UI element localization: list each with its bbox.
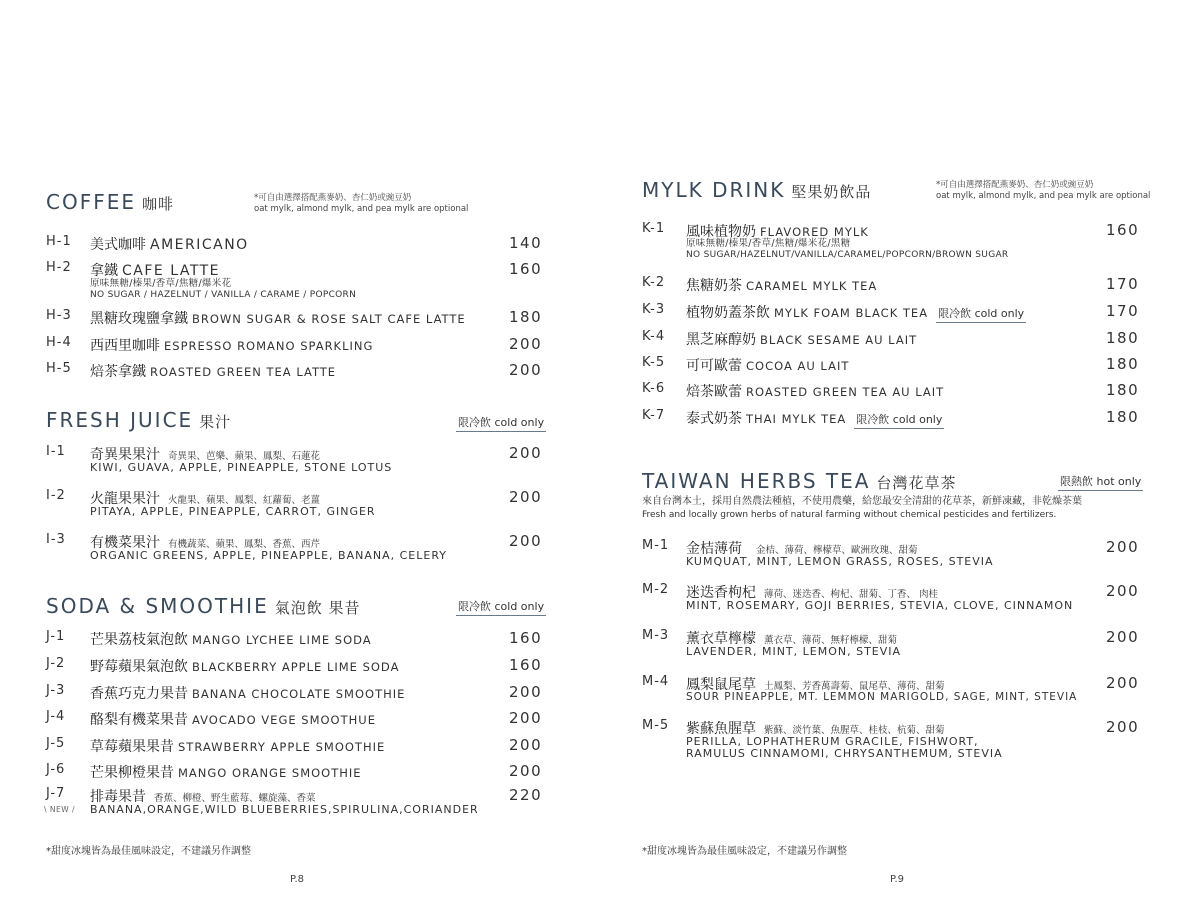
item-name-zh: 酪梨有機菜果昔 (90, 712, 188, 728)
new-badge: \ NEW / (44, 805, 76, 814)
item-code: J-3 (46, 683, 66, 698)
item-price: 160 (509, 656, 543, 674)
item-name (90, 656, 399, 676)
item-name-zh: 金桔薄荷 (686, 541, 742, 557)
item-name (686, 408, 944, 429)
item-name-zh: 奇異果果汁 (90, 447, 160, 463)
item-code: I-2 (46, 488, 66, 503)
section-title-soda (46, 594, 361, 618)
item-name-en: STRAWBERRY APPLE SMOOTHIE (178, 740, 386, 754)
item-ingredients-en: KIWI, GUAVA, APPLE, PINEAPPLE, STONE LOTUS (90, 461, 393, 474)
herbs-intro-en: Fresh and locally grown herbs of natural farming without chemical pesticides and fertilizers. (642, 510, 1057, 520)
item-name-zh: 火龍果果汁 (90, 491, 160, 507)
section-title-zh: 堅果奶飲品 (791, 183, 872, 201)
item-code: J-2 (46, 656, 66, 671)
item-code: K-5 (642, 355, 666, 370)
item-option-zh: 原味無糖/榛果/香草/焦糖/爆米花/黑糖 (686, 238, 851, 249)
item-option-en: NO SUGAR/HAZELNUT/VANILLA/CARAMEL/POPCORN/BROWN SUGAR (686, 250, 1009, 260)
item-price: 200 (509, 361, 543, 379)
item-price: 170 (1106, 302, 1140, 320)
cold-only-tag: 限冷飲 cold only (936, 305, 1026, 323)
item-name (686, 275, 877, 295)
item-code: I-1 (46, 444, 66, 459)
item-name-zh: 鳳梨鼠尾草 (686, 677, 756, 693)
item-ingredients-zh: 金桔、薄荷、檸檬草、歐洲玫瑰、甜菊 (756, 545, 918, 556)
item-name-en: MANGO LYCHEE LIME SODA (192, 633, 372, 647)
cold-only-tag: 限冷飲 cold only (456, 414, 546, 432)
item-code: J-7 (46, 786, 66, 801)
item-price: 200 (509, 762, 543, 780)
item-name-en: CARAMEL MYLK TEA (746, 279, 878, 293)
item-name-en: ESPRESSO ROMANO SPARKLING (164, 339, 374, 353)
item-name-zh: 可可歐蕾 (686, 358, 742, 374)
item-code: H-2 (46, 260, 72, 275)
item-code: M-2 (642, 582, 670, 597)
item-name-en: THAI MYLK TEA (746, 412, 847, 426)
item-name-en: MANGO ORANGE SMOOTHIE (178, 766, 362, 780)
item-name-zh: 排毒果昔 (90, 789, 146, 805)
item-ingredients-en: LAVENDER, MINT, LEMON, STEVIA (686, 645, 902, 658)
item-price: 160 (1106, 221, 1140, 239)
item-name (90, 683, 405, 703)
item-code: H-1 (46, 234, 72, 249)
item-name-en: AVOCADO VEGE SMOOTHUE (192, 713, 376, 727)
item-price: 180 (1106, 408, 1140, 426)
section-title-zh: 氣泡飲 果昔 (274, 599, 361, 617)
item-code: K-6 (642, 381, 666, 396)
section-title-juice (46, 408, 231, 432)
item-code: J-1 (46, 629, 66, 644)
page-number: P.8 (290, 874, 305, 885)
item-name-en: COCOA AU LAIT (746, 359, 850, 373)
cold-only-tag: 限冷飲 cold only (456, 598, 546, 616)
note-en: oat mylk, almond mylk, and pea mylk are optional (936, 191, 1151, 201)
item-code: J-4 (46, 709, 66, 724)
section-title-en: MYLK DRINK (642, 178, 786, 202)
item-name-en: CAFE LATTE (122, 263, 221, 279)
section-title-zh: 果汁 (199, 413, 232, 431)
item-name-en: ROASTED GREEN TEA LATTE (150, 365, 337, 379)
item-ingredients-zh: 有機蔬菜、蘋果、鳳梨、香蕉、西芹 (168, 539, 321, 550)
section-title-en: COFFEE (46, 190, 136, 214)
section-title-zh: 台灣花草茶 (876, 474, 957, 492)
item-price: 200 (1106, 674, 1140, 692)
note-zh: *可自由選擇搭配燕麥奶、杏仁奶或豌豆奶 (936, 180, 1094, 190)
item-name (90, 308, 466, 328)
item-ingredients-zh: 土鳳梨、芳香萬壽菊、鼠尾草、薄荷、甜菊 (764, 681, 945, 692)
item-name-en: BROWN SUGAR & ROSE SALT CAFE LATTE (192, 312, 466, 326)
item-name-zh: 有機菜果汁 (90, 535, 160, 551)
item-name-zh: 草莓蘋果果昔 (90, 739, 174, 755)
item-name-zh: 風味植物奶 (686, 224, 756, 240)
note-en: oat mylk, almond mylk, and pea mylk are optional (254, 204, 469, 214)
item-ingredients-zh: 香蕉、柳橙、野生藍莓、螺旋藻、香菜 (154, 793, 316, 804)
item-ingredients-en: KUMQUAT, MINT, LEMON GRASS, ROSES, STEVIA (686, 555, 994, 568)
item-name-zh: 野莓蘋果氣泡飲 (90, 659, 188, 675)
item-name-zh: 芒果荔枝氣泡飲 (90, 632, 188, 648)
section-title-coffee (46, 190, 174, 214)
section-title-en: SODA & SMOOTHIE (46, 594, 269, 618)
item-name (90, 709, 376, 729)
item-code: K-1 (642, 221, 666, 236)
item-name (686, 329, 917, 349)
item-price: 170 (1106, 275, 1140, 293)
item-name (686, 302, 1026, 323)
item-name-zh: 西西里咖啡 (90, 338, 160, 354)
item-name (90, 629, 372, 649)
item-price: 160 (509, 260, 543, 278)
item-name (90, 736, 385, 756)
item-ingredients-en: PERILLA, LOPHATHERUM GRACILE, FISHWORT, (686, 735, 979, 748)
item-name-zh: 焦糖奶茶 (686, 278, 742, 294)
section-title-en: FRESH JUICE (46, 408, 194, 432)
note-zh: *可自由選擇搭配燕麥奶、杏仁奶或豌豆奶 (254, 193, 412, 203)
item-code: H-5 (46, 361, 72, 376)
item-option-zh: 原味無糖/榛果/香草/焦糖/爆米花 (90, 278, 232, 289)
menu-page-right (600, 0, 1200, 900)
item-ingredients-zh: 薄荷、迷迭香、枸杞、甜菊、丁香、 肉桂 (764, 589, 939, 600)
item-name-zh: 香蕉巧克力果昔 (90, 686, 188, 702)
item-price: 200 (509, 335, 543, 353)
item-ingredients-en: ORGANIC GREENS, APPLE, PINEAPPLE, BANANA, CELERY (90, 549, 447, 562)
item-name-zh: 迷迭香枸杞 (686, 585, 756, 601)
item-name-en: BLACKBERRY APPLE LIME SODA (192, 660, 400, 674)
item-price: 180 (1106, 355, 1140, 373)
item-price: 180 (1106, 381, 1140, 399)
item-price: 200 (1106, 718, 1140, 736)
item-name-zh: 美式咖啡 (90, 237, 146, 253)
item-name (90, 260, 220, 280)
item-option-en: NO SUGAR / HAZELNUT / VANILLA / CARAME / POPCORN (90, 290, 357, 300)
hot-only-tag: 限熱飲 hot only (1058, 473, 1143, 491)
item-code: I-3 (46, 532, 66, 547)
item-ingredients-en: BANANA,ORANGE,WILD BLUEBERRIES,SPIRULINA,CORIANDER (90, 803, 479, 816)
item-price: 200 (1106, 538, 1140, 556)
page-number: P.9 (890, 874, 905, 885)
section-note (936, 180, 1150, 202)
item-name-zh: 黑糖玫瑰鹽拿鐵 (90, 311, 188, 327)
item-ingredients-zh: 火龍果、蘋果、鳳梨、紅蘿蔔、老薑 (168, 495, 321, 506)
item-price: 200 (509, 532, 543, 550)
item-name-en: BANANA CHOCOLATE SMOOTHIE (192, 687, 406, 701)
item-ingredients-zh: 薰衣草、薄荷、無籽檸檬、甜菊 (764, 635, 898, 646)
item-name-en: AMERICANO (150, 237, 249, 253)
item-name-en: BLACK SESAME AU LAIT (760, 333, 918, 347)
footnote: *甜度冰塊皆為最佳風味設定，不建議另作調整 (46, 846, 251, 857)
item-name-en: FLAVORED MYLK (760, 225, 869, 239)
section-title-herbs (642, 469, 956, 493)
item-ingredients-en: MINT, ROSEMARY, GOJI BERRIES, STEVIA, CLOVE, CINNAMON (686, 599, 1074, 612)
item-name-zh: 泰式奶茶 (686, 411, 742, 427)
item-ingredients-zh: 紫蘇、淡竹葉、魚腥草、桂枝、杭菊、甜菊 (764, 725, 945, 736)
item-price: 200 (509, 444, 543, 462)
item-code: K-3 (642, 302, 666, 317)
item-code: K-7 (642, 408, 666, 423)
item-price: 200 (1106, 582, 1140, 600)
item-code: K-4 (642, 329, 666, 344)
item-price: 200 (1106, 628, 1140, 646)
item-name-en: MYLK FOAM BLACK TEA (774, 306, 929, 320)
item-name-zh: 焙茶拿鐵 (90, 364, 146, 380)
item-name-zh: 芒果柳橙果昔 (90, 765, 174, 781)
item-code: M-3 (642, 628, 670, 643)
item-ingredients-zh: 奇異果、芭樂、蘋果、鳳梨、石蓮花 (168, 451, 321, 462)
item-code: M-1 (642, 538, 670, 553)
item-name-zh: 黑芝麻醇奶 (686, 332, 756, 348)
section-title-zh: 咖啡 (142, 195, 175, 213)
item-code: M-4 (642, 674, 670, 689)
item-name-zh: 植物奶蓋茶飲 (686, 305, 770, 321)
item-name (686, 381, 944, 401)
item-name (686, 355, 849, 375)
item-name-en: ROASTED GREEN TEA AU LAIT (746, 385, 945, 399)
item-name (90, 762, 362, 782)
item-price: 220 (509, 786, 543, 804)
item-price: 160 (509, 629, 543, 647)
item-name-zh: 拿鐵 (90, 263, 118, 279)
item-code: J-5 (46, 736, 66, 751)
item-price: 200 (509, 683, 543, 701)
item-price: 140 (509, 234, 543, 252)
item-price: 200 (509, 488, 543, 506)
item-name (90, 361, 336, 381)
footnote: *甜度冰塊皆為最佳風味設定，不建議另作調整 (642, 846, 847, 857)
item-price: 200 (509, 709, 543, 727)
item-ingredients-en: SOUR PINEAPPLE, MT. LEMMON MARIGOLD, SAGE, MINT, STEVIA (686, 691, 1078, 703)
section-title-en: TAIWAN HERBS TEA (642, 469, 871, 493)
section-note (254, 193, 468, 215)
cold-only-tag: 限冷飲 cold only (854, 411, 944, 429)
item-price: 180 (1106, 329, 1140, 347)
item-ingredients-en-2: RAMULUS CINNAMOMI, CHRYSANTHEMUM, STEVIA (686, 747, 1003, 760)
item-name-zh: 紫蘇魚腥草 (686, 721, 756, 737)
item-code: J-6 (46, 762, 66, 777)
item-name (90, 234, 249, 254)
section-title-mylk (642, 178, 871, 202)
item-code: H-3 (46, 308, 72, 323)
item-name-zh: 焙茶歐蕾 (686, 384, 742, 400)
item-ingredients-en: PITAYA, APPLE, PINEAPPLE, CARROT, GINGER (90, 505, 376, 518)
item-code: K-2 (642, 275, 666, 290)
herbs-intro-zh: 來自台灣本土，採用自然農法種植，不使用農藥，給您最安全清甜的花草茶，新鮮凍藏，非乾燥茶葉 (642, 496, 1082, 507)
item-code: H-4 (46, 335, 72, 350)
item-name (90, 335, 373, 355)
item-name-zh: 薰衣草檸檬 (686, 631, 756, 647)
item-price: 180 (509, 308, 543, 326)
item-code: M-5 (642, 718, 670, 733)
item-price: 200 (509, 736, 543, 754)
